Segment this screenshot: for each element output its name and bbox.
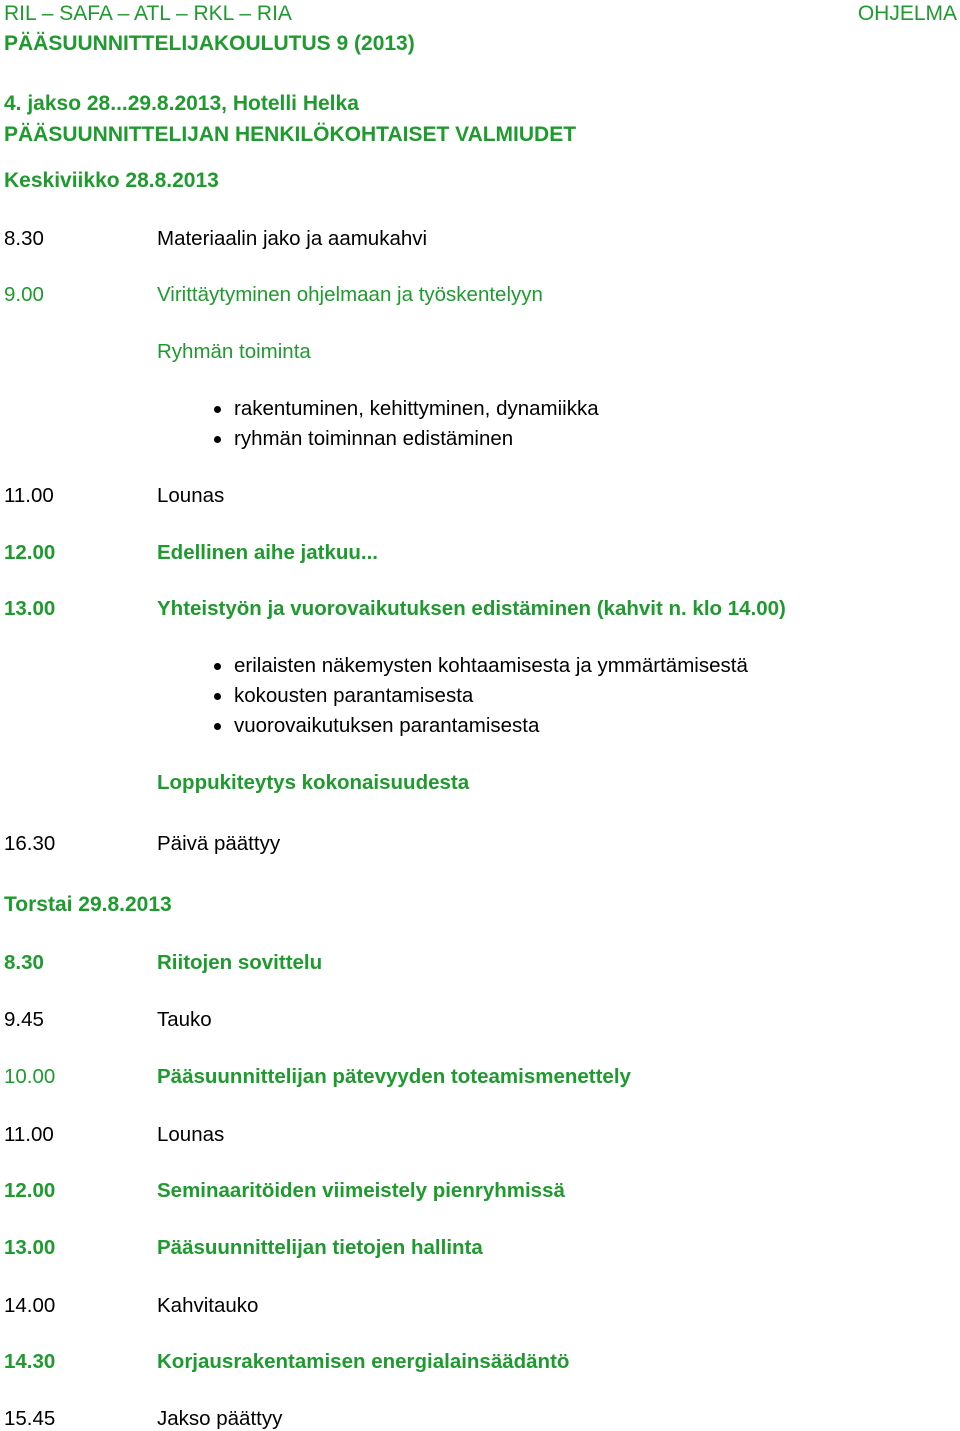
bullet-item: ryhmän toiminnan edistäminen [234,427,514,450]
schedule-item: Päivä päättyy [157,832,281,855]
course-title: PÄÄSUUNNITTELIJAKOULUTUS 9 (2013) [4,32,415,55]
bullet-icon [214,436,221,443]
bullet-icon [214,663,221,670]
schedule-time: 13.00 [4,597,56,620]
schedule-time: 9.45 [4,1008,44,1031]
day1-heading: Keskiviikko 28.8.2013 [4,169,219,192]
schedule-time: 12.00 [4,541,56,564]
period-title: 4. jakso 28...29.8.2013, Hotelli Helka [4,92,359,115]
schedule-item: Pääsuunnittelijan tietojen hallinta [157,1236,483,1259]
schedule-time: 16.30 [4,832,56,855]
schedule-time: 15.45 [4,1407,56,1430]
schedule-item: Kahvitauko [157,1294,259,1317]
bullet-item: rakentuminen, kehittyminen, dynamiikka [234,397,599,420]
theme-title: PÄÄSUUNNITTELIJAN HENKILÖKOHTAISET VALMIUDET [4,123,577,146]
bullet-icon [214,406,221,413]
bullet-item: vuorovaikutuksen parantamisesta [234,714,540,737]
schedule-time: 13.00 [4,1236,56,1259]
bullet-icon [214,723,221,730]
schedule-subheading: Ryhmän toiminta [157,340,311,363]
schedule-time: 14.00 [4,1294,56,1317]
schedule-time: 9.00 [4,283,44,306]
schedule-item: Tauko [157,1008,212,1031]
bullet-item: erilaisten näkemysten kohtaamisesta ja ymmärtämisestä [234,654,748,677]
organizations-line: RIL – SAFA – ATL – RKL – RIA [4,2,292,25]
bullet-icon [214,693,221,700]
schedule-time: 11.00 [4,484,54,507]
schedule-item: Virittäytyminen ohjelmaan ja työskentelyyn [157,283,543,306]
document-type: OHJELMA [857,2,957,25]
bullet-item: kokousten parantamisesta [234,684,474,707]
schedule-item: Materiaalin jako ja aamukahvi [157,227,428,250]
schedule-item: Edellinen aihe jatkuu... [157,541,378,564]
schedule-item: Lounas [157,1123,225,1146]
schedule-item: Yhteistyön ja vuorovaikutuksen edistäminen (kahvit n. klo 14.00) [157,597,786,620]
schedule-item: Riitojen sovittelu [157,951,323,974]
schedule-subheading: Loppukiteytys kokonaisuudesta [157,771,470,794]
schedule-item: Seminaaritöiden viimeistely pienryhmissä [157,1179,565,1202]
schedule-item: Jakso päättyy [157,1407,283,1430]
schedule-time: 10.00 [4,1065,56,1088]
schedule-time: 11.00 [4,1123,54,1146]
schedule-item: Pääsuunnittelijan pätevyyden toteamismenettely [157,1065,631,1088]
schedule-item: Korjausrakentamisen energialainsäädäntö [157,1350,570,1373]
schedule-time: 8.30 [4,227,44,250]
day2-heading: Torstai 29.8.2013 [4,893,172,916]
schedule-item: Lounas [157,484,225,507]
schedule-time: 12.00 [4,1179,56,1202]
schedule-time: 8.30 [4,951,44,974]
schedule-time: 14.30 [4,1350,56,1373]
